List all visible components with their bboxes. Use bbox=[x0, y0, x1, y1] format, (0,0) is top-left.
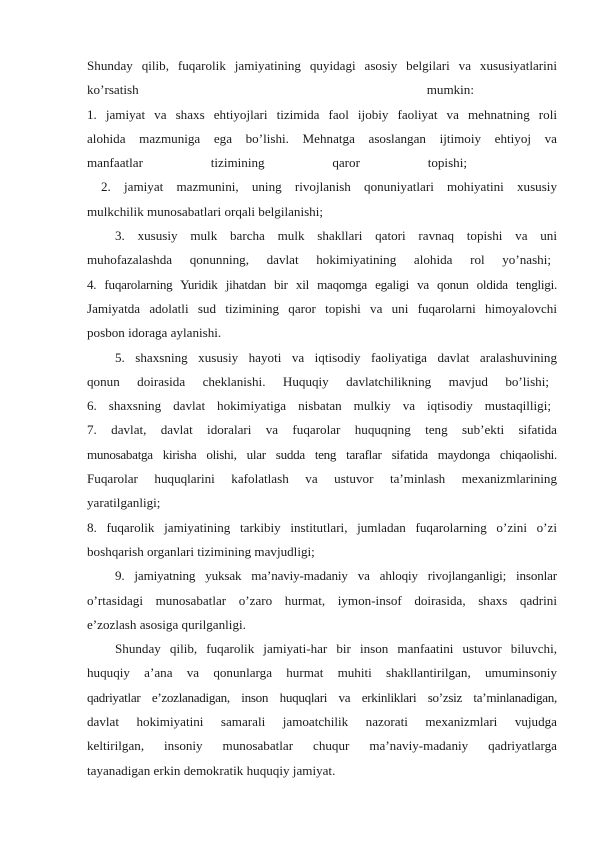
text-line: 7. davlat, davlat idoralari va fuqarolar huquqning teng sub’ekti sifatida bbox=[87, 422, 557, 438]
text-line: 5. shaxsning xususiy hayoti va iqtisodiy faoliyatiga davlat aralashuvining bbox=[115, 349, 557, 365]
text-line: ko’rsatish mumkin: bbox=[87, 82, 474, 98]
list-item-3 bbox=[87, 224, 557, 273]
text-line: Jamiyatda adolatli sud tizimining qaror topishi va uni fuqarolarni himoyalovchi bbox=[87, 300, 557, 316]
text-line: tayanadigan erkin demokratik huquqiy jamiyat. bbox=[87, 762, 336, 778]
text-line: munosabatga kirisha olishi, ular sudda teng taraflar sifatida maydonga chiqaolishi. bbox=[87, 446, 557, 462]
text-line: Shunday qilib, fuqarolik jamiyati-har bir inson manfaatini ustuvor biluvchi, bbox=[115, 641, 557, 657]
list-item-8 bbox=[87, 516, 557, 565]
document-body bbox=[87, 54, 557, 783]
list-item-6 bbox=[87, 394, 557, 418]
text-line: alohida mazmuniga ega bo’lishi. Mehnatga asoslangan ijtimoiy ehtiyoj va bbox=[87, 130, 557, 146]
text-line: mulkchilik munosabatlari orqali belgilanishi; bbox=[87, 203, 324, 219]
text-line: yaratilganligi; bbox=[87, 495, 161, 511]
text-line: e’zozlash asosiga qurilganligi. bbox=[87, 616, 246, 632]
text-line: 1. jamiyat va shaxs ehtiyojlari tizimida faol ijobiy faoliyat va mehnatning roli bbox=[87, 106, 557, 122]
text-line: keltirilgan, insoniy munosabatlar chuqur ma’naviy-madaniy qadriyatlarga bbox=[87, 738, 557, 754]
list-item-4 bbox=[87, 273, 557, 346]
text-line: davlat hokimiyatini samarali jamoatchilik nazorati mexanizmlari vujudga bbox=[87, 714, 557, 730]
text-line: boshqarish organlari tizimining mavjudligi; bbox=[87, 543, 315, 559]
text-line: 9. jamiyatning yuksak ma’naviy-madaniy va ahloqiy rivojlanganligi; insonlar bbox=[115, 568, 557, 584]
text-line: posbon idoraga aylanishi. bbox=[87, 325, 222, 341]
paragraph-conclusion bbox=[87, 637, 557, 783]
text-line: manfaatlar tizimining qaror topishi; bbox=[87, 155, 467, 171]
text-line: qadriyatlar e’zozlanadigan, inson huquqlari va erkinliklari so’zsiz ta’minlanadigan, bbox=[87, 689, 557, 705]
text-line: huquqiy a’ana va qonunlarga hurmat muhiti shakllantirilgan, umuminsoniy bbox=[87, 665, 557, 681]
list-item-7 bbox=[87, 418, 557, 515]
text-line: 8. fuqarolik jamiyatining tarkibiy institutlari, jumladan fuqarolarning o’zini o’zi bbox=[87, 519, 557, 535]
list-item-1 bbox=[87, 103, 557, 176]
text-line: Shunday qilib, fuqarolik jamiyatining quyidagi asosiy belgilari va xususiyatlarini bbox=[87, 58, 557, 73]
list-item-9 bbox=[87, 564, 557, 637]
list-item-2 bbox=[87, 175, 557, 224]
text-line: Fuqarolar huquqlarini kafolatlash va ustuvor ta’minlash mexanizmlarining bbox=[87, 471, 557, 487]
text-line: 4. fuqarolarning Yuridik jihatdan bir xil maqomga egaligi va qonun oldida tengligi. bbox=[87, 276, 557, 292]
text-line: 2. jamiyat mazmunini, uning rivojlanish qonuniyatlari mohiyatini xususiy bbox=[101, 179, 557, 195]
text-line: o’rtasidagi munosabatlar o’zaro hurmat, iymon-insof doirasida, shaxs qadrini bbox=[87, 592, 557, 608]
text-line: 3. xususiy mulk barcha mulk shakllari qatori ravnaq topishi va uni bbox=[115, 228, 557, 244]
paragraph-intro bbox=[87, 54, 557, 103]
text-line: 6. shaxsning davlat hokimiyatiga nisbatan mulkiy va iqtisodiy mustaqilligi; bbox=[87, 398, 551, 414]
list-item-5 bbox=[87, 346, 557, 395]
text-line: muhofazalashda qonunning, davlat hokimiyatining alohida rol yo’nashi; bbox=[87, 252, 551, 268]
text-line: qonun doirasida cheklanishi. Huquqiy davlatchilikning mavjud bo’lishi; bbox=[87, 373, 549, 389]
